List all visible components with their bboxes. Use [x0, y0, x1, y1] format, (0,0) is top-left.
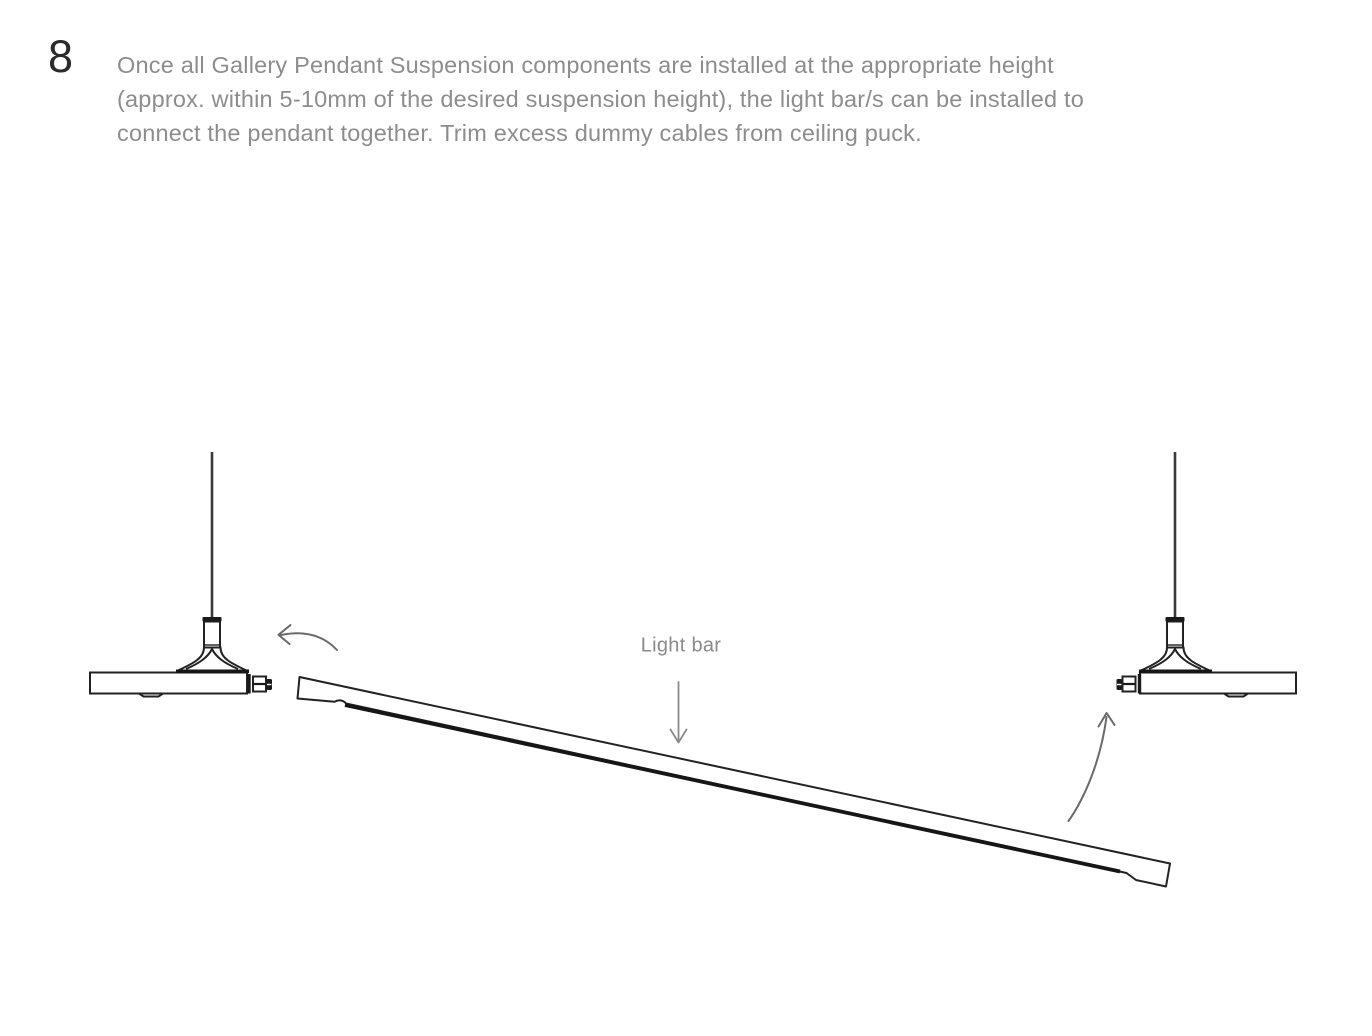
- swing-up-arrow-right-icon: [1069, 713, 1115, 821]
- cable-grip-cap-left: [203, 617, 222, 622]
- cable-grip-left: [204, 622, 220, 648]
- pendant-arm-left: [90, 673, 247, 694]
- light-bar: [298, 677, 1171, 887]
- connector-socket-right: [1117, 674, 1140, 694]
- connector-socket-left: [249, 674, 272, 694]
- swing-up-arrow-left-icon: [279, 625, 338, 650]
- pendant-arm-right: [1140, 673, 1296, 694]
- cable-grip-cap-right: [1166, 617, 1185, 622]
- light-bar-label: Light bar: [640, 634, 722, 657]
- instruction-line-3: connect the pendant together. Trim excess dummy cables from ceiling puck.: [117, 120, 922, 146]
- right-pendant-assembly: [1117, 452, 1297, 697]
- instruction-line-2: (approx. within 5-10mm of the desired suspension height), the light bar/s can be installed to: [117, 86, 1084, 112]
- cable-grip-right: [1167, 622, 1183, 648]
- light-bar-diffuser-edge: [345, 705, 1120, 872]
- light-bar-callout: [641, 635, 722, 743]
- step-number: 8: [48, 31, 74, 82]
- left-pendant-assembly: [90, 452, 272, 697]
- instruction-line-1: Once all Gallery Pendant Suspension components are installed at the appropriate height: [117, 52, 1054, 78]
